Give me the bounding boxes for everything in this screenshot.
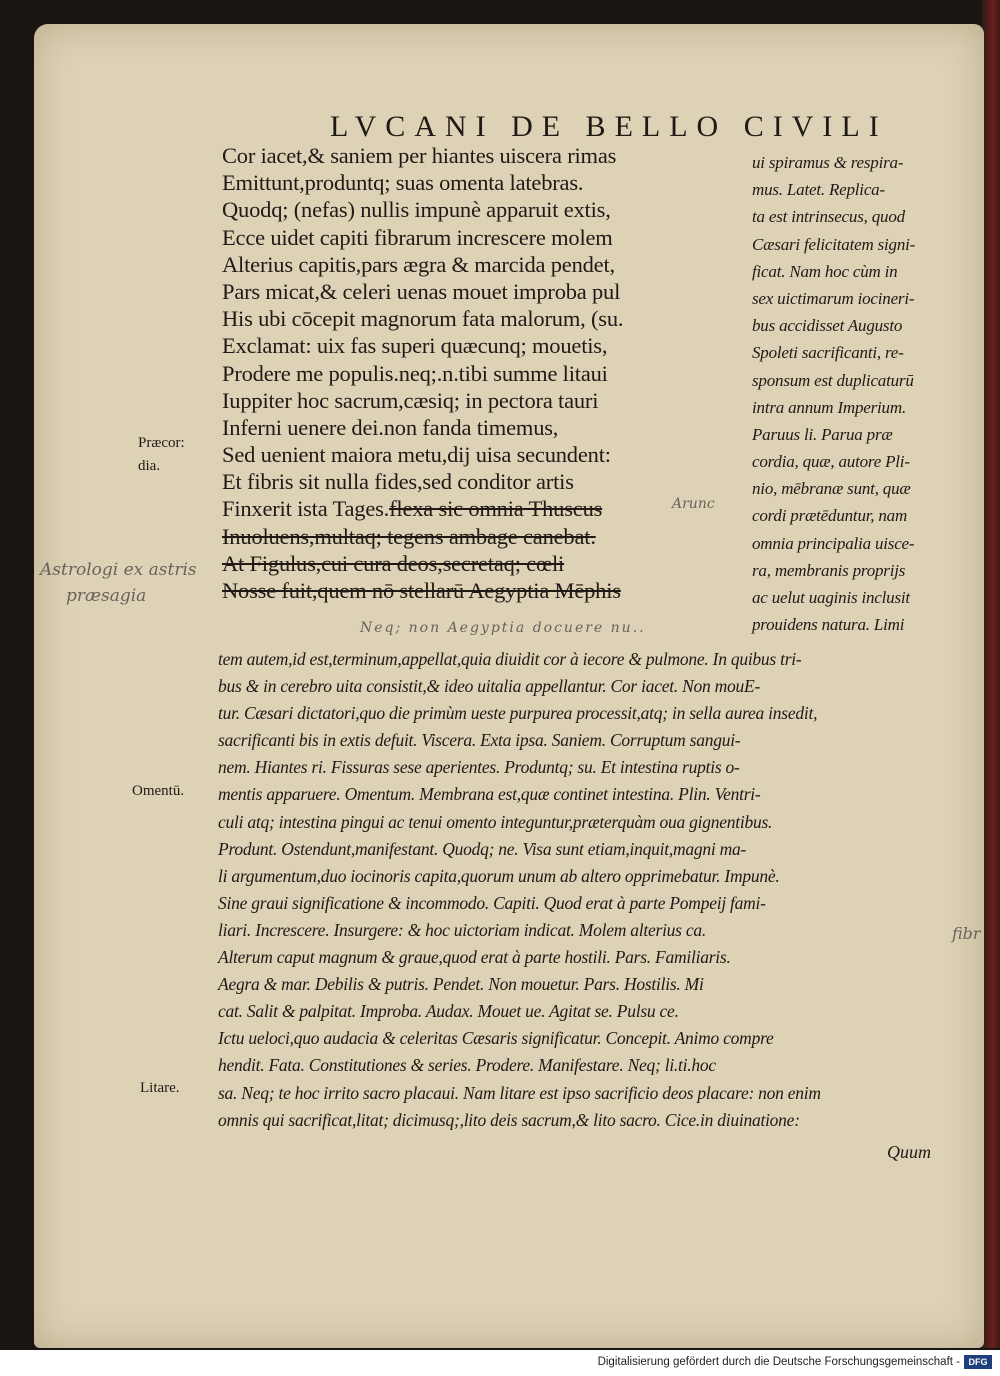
commentary-line: cordi prætēduntur, nam	[752, 506, 908, 526]
verse-line: Quodq; (nefas) nullis impunè apparuit extis,	[222, 197, 611, 223]
book-edge	[982, 0, 1000, 1348]
commentary-line: cat. Salit & palpitat. Improba. Audax. Mouet ue. Agitat se. Pulsu ce.	[218, 1001, 679, 1022]
commentary-line: sex uictimarum iocineri-	[752, 288, 915, 308]
commentary-line: ac uelut uaginis inclusit	[752, 588, 910, 607]
commentary-line: tem autem,id est,terminum,appellat,quia diuidit cor à iecore & pulmone. In quibus tri-	[218, 649, 802, 669]
verse-line: Inferni uenere dei.non fanda timemus,	[222, 414, 559, 440]
handwritten-note: fibr	[952, 924, 981, 943]
commentary-line: intra annum Imperium.	[752, 397, 906, 417]
handwritten-note: Astrologi ex astris	[40, 560, 197, 580]
verse-line: Alterius capitis,pars ægra & marcida pendet,	[222, 251, 615, 277]
commentary-line: sponsum est duplicaturū	[752, 370, 914, 390]
commentary-line: nem. Hiantes ri. Fissuras sese aperientes. Produntq; su. Et intestina ruptis o-	[218, 757, 740, 778]
handwritten-note: præsagia	[66, 586, 147, 606]
commentary-line: cordia, quæ, autore Pli-	[752, 452, 910, 472]
commentary-line: Spoleti sacrificanti, re-	[752, 343, 904, 363]
margin-note-litare: Litare.	[140, 1080, 180, 1096]
commentary-right-column	[752, 149, 962, 638]
verse-line: Iuppiter hoc sacrum,cæsiq; in pectora tauri	[222, 387, 599, 413]
verse-line: Exclamat: uix fas superi quæcunq; mouetis,	[222, 333, 608, 359]
commentary-line: tur. Cæsari dictatori,quo die primùm ueste purpurea processit,atq; in sella aurea insedit,	[218, 703, 818, 724]
commentary-line: nio, mēbranæ sunt, quæ	[752, 479, 911, 499]
commentary-line: mus. Latet. Replica-	[752, 180, 885, 200]
commentary-line: Aegra & mar. Debilis & putris. Pendet. Non mouetur. Pars. Hostilis. Mi	[218, 974, 704, 995]
commentary-line: sa. Neq; te hoc irrito sacro placaui. Nam litare est ipso sacrificio deos placare: non enim	[218, 1082, 821, 1103]
running-header: LVCANI DE BELLO CIVILI	[330, 110, 888, 143]
verse-line: Cor iacet,& saniem per hiantes uiscera rimas	[222, 143, 617, 168]
commentary-line: bus accidisset Augusto	[752, 316, 903, 336]
commentary-line: hendit. Fata. Constitutiones & series. Prodere. Manifestare. Neq; li.ti.hoc	[218, 1055, 716, 1076]
verse-line-struck: At Figulus,cui cura deos,secretaq; cœli	[222, 550, 565, 576]
commentary-line: mentis apparuere. Omentum. Membrana est,quæ continet intestina. Plin. Ventri-	[218, 784, 761, 805]
verse-line-struck: Nosse fuit,quem nō stellarū Aegyptia Mēphis	[222, 578, 621, 603]
verse-line: His ubi cōcepit magnorum fata malorum, (su.	[222, 306, 624, 332]
commentary-line: omnia principalia uisce-	[752, 533, 915, 553]
commentary-line: sacrificanti bis in extis defuit. Viscera. Exta ipsa. Saniem. Corruptum sangui-	[218, 730, 741, 751]
verse-struck-text: flexa sic omnia Thuscus	[389, 496, 603, 522]
commentary-line: omnis qui sacrificat,litat; dicimusq;,lito deis sacrum,& lito sacro. Cice.in diuinatione:	[218, 1109, 800, 1130]
commentary-line: li argumentum,duo iocinoris capita,quorum unum ab altero opprimebatur. Impunè.	[218, 865, 780, 886]
commentary-full-width	[218, 646, 958, 1134]
verse-line-struck: Inuoluens,multaq; tegens ambage canebat.	[222, 523, 596, 549]
verse-line: Prodere me populis.neq;.n.tibi summe litaui	[222, 360, 608, 386]
verse-block	[222, 142, 757, 604]
verse-line-text: Finxerit ista Tages.	[222, 496, 390, 522]
footer-credit: Digitalisierung gefördert durch die Deutsche Forschungsgemeinschaft -	[597, 1356, 960, 1368]
verse-line: Pars micat,& celeri uenas mouet improba pul	[222, 278, 621, 304]
margin-note-omentum: Omentū.	[132, 783, 185, 799]
commentary-line: ta est intrinsecus, quod	[752, 207, 905, 227]
verse-line: Ecce uidet capiti fibrarum increscere molem	[222, 224, 613, 250]
handwritten-note: Arunc	[672, 496, 715, 512]
commentary-line: Produnt. Ostendunt,manifestant. Quodq; ne. Visa sunt etiam,inquit,magni ma-	[218, 838, 747, 859]
margin-note-praecordia: Præcor:	[138, 435, 185, 451]
commentary-line: Paruus li. Parua præ	[752, 424, 893, 444]
verse-line: Sed uenient maiora metu,dij uisa secundent:	[222, 442, 611, 468]
handwritten-note: Neq; non Aegyptia docuere nu..	[360, 620, 646, 636]
commentary-line: Sine graui significatione & incommodo. Capiti. Quod erat à parte Pompeij fami-	[218, 892, 766, 913]
verse-line: Emittunt,produntq; suas omenta latebras.	[222, 170, 584, 196]
dfg-logo: DFG	[964, 1355, 992, 1369]
commentary-line: Cæsari felicitatem signi-	[752, 234, 916, 254]
commentary-line: liari. Increscere. Insurgere: & hoc uictoriam indicat. Molem alterius ca.	[218, 919, 707, 940]
catchword: Quum	[887, 1142, 931, 1162]
verse-line: Et fibris sit nulla fides,sed conditor artis	[222, 469, 574, 495]
commentary-line: bus & in cerebro uita consistit,& ideo uitalia appellantur. Cor iacet. Non mouE-	[218, 676, 761, 697]
commentary-line: ra, membranis proprijs	[752, 560, 906, 580]
commentary-line: Alterum caput magnum & graue,quod erat à parte hostili. Pars. Familiaris.	[218, 947, 731, 968]
commentary-line: culi atq; intestina pingui ac tenui omento integuntur,præterquàm oua gignentibus.	[218, 811, 773, 832]
commentary-line: prouidens natura. Limi	[752, 615, 905, 635]
commentary-line: Ictu ueloci,quo audacia & celeritas Cæsaris significatur. Concepit. Animo compre	[218, 1028, 774, 1049]
margin-note-praecordia: dia.	[138, 458, 161, 474]
commentary-line: ficat. Nam hoc cùm in	[752, 261, 898, 281]
commentary-line: ui spiramus & respira-	[752, 153, 904, 172]
footer-bar	[0, 1350, 1000, 1376]
